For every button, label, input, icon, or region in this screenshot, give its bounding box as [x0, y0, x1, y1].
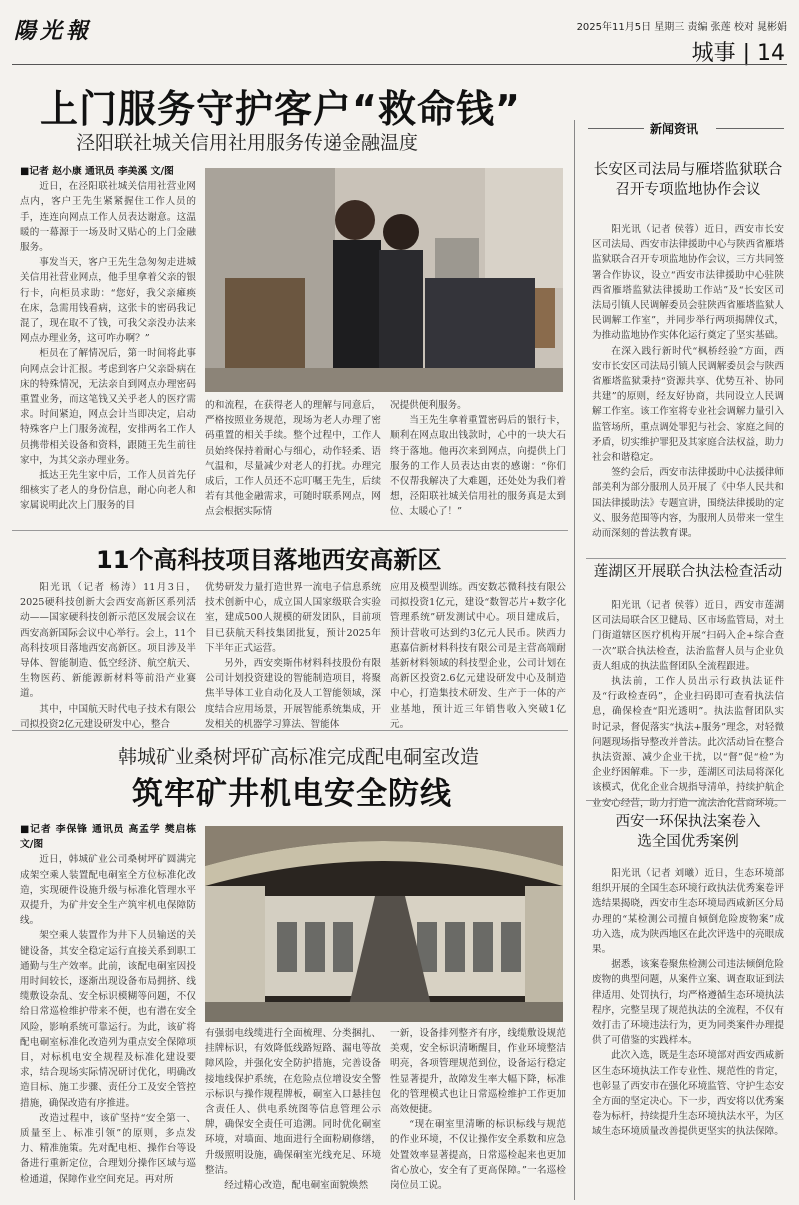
news-label-line-left [588, 128, 644, 129]
article2-column-1 [20, 580, 196, 730]
paragraph: 执法前，工作人员出示行政执法证件及“行政检查码”，企业扫码即可查看执法信息，确保检查“阳光透明”。执法监督团队实时记录，督促落实“执法+服务”理念，对轻微问题现场指导整改并普法。此次活动旨在整合执法资源、减少企业干扰，以“督”促“检”为企业纾困解难。下一步，莲湖区司法局将深化该模式，优化企业合规指导清单，持续护航企业安心经营，助力打造一流法治化营商环境。 [592, 676, 784, 809]
paragraph: 一新，设备排列整齐有序，线缆敷设规范美观，安全标识清晰醒目，作业环境整洁明亮，各项管理规范到位，设备运行稳定性显著提升，故障发生率大幅下降，标准化的管理模式也让日常巡检维护工作更加高效便捷。 [390, 1028, 566, 1116]
paragraph: 近日，在泾阳联社城关信用社营业网点内，客户王先生紧紧握住工作人员的手，连连向网点工作人员表达谢意。这温暖的一幕源于一场及时又贴心的上门金融服务。 [20, 181, 196, 254]
paragraph: 的和流程，在获得老人的理解与同意后，严格按照业务规范，现场为老人办理了密码重置的相关手续。整个过程中，工作人员始终保持着耐心与细心，动作轻柔、语气温和，尽量减少对老人的打扰。办理完成后，工作人员还不忘叮嘱王先生，后续若有其他金融需求，可随时联系网点，网点会根据实际情 [205, 400, 381, 518]
paragraph: “现在硐室里清晰的标识标线与规范的作业环境，不仅让操作安全系数和应急处置效率显著提高，日常巡检起来也更加省心放心，安全有了更高保障。”一名巡检岗位员工说。 [390, 1119, 566, 1192]
article2-column-3 [390, 580, 566, 730]
paragraph: 阳光讯（记者 刘曦）近日，生态环境部组织开展的全国生态环境行政执法优秀案卷评选结果揭晓，西安市生态环境局西咸新区分局办理的“某检测公司擅自倾倒危险废物案”成功入选，成为陕西地区在此次评选中的亮眼成果。 [592, 868, 784, 956]
paragraph: 此次入选，既是生态环境部对西安西咸新区生态环境执法工作专业性、规范性的肯定，也彰显了西安市在强化环境监管、守护生态安全方面的坚定决心。下一步，西安将以优秀案卷为标杆，持续提升生态环境执法水平，为区域生态环境质量改善提供更坚实的执法保障。 [592, 1050, 784, 1138]
article3-byline: ■记者 李保锋 通讯员 高孟学 樊启栋 文/图 [20, 824, 196, 851]
column-divider [574, 120, 575, 1200]
divider [12, 530, 568, 531]
paragraph: 优势研发力量打造世界一流电子信息系统技术创新中心，成立国人国家级联合实验室，建成500人规模的研发团队，目前项目已获航天科技集团批复，预计2025年下半年正式运营。 [205, 582, 381, 654]
paragraph: 另外，西安奕斯伟材料科技股份有限公司计划投资建设的智能制造项目，将聚焦半导体工业自动化及人工智能领域，深度结合应用场景，开展智能系统集成，开发相关的机器学习算法、智能体 [205, 658, 381, 730]
lead-photo [205, 168, 563, 392]
mine-room-photo [205, 826, 563, 1022]
paragraph: 应用及模型训练。西安数芯微科技有限公司拟投资1亿元，建设“数智芯片+数字化管理系统”研发测试中心。项目建成后，预计营收可达到约3亿元人民币。陕西力惠嘉信新材料科技有限公司是主营高端耐基新材料领域的科技型企业，公司计划在高新区投资2.6亿元建设研发中心及制造中心，打造集技术研发、生产于一体的产业基地，预计近三年销售收入突破1亿元。 [390, 582, 566, 730]
paragraph: 抵达王先生家中后，工作人员首先仔细核实了老人的身份信息，耐心向老人和家属说明此次上门服务的目 [20, 470, 196, 512]
paragraph: 近日，韩城矿业公司桑树坪矿圆满完成架空乘人装置配电硐室全方位标准化改造，实现硬件设施升级与标准化管理水平双提升，为矿井安全生产筑牢机电保障防线。 [20, 854, 196, 927]
sidebar-article-1 [592, 222, 784, 556]
top-rule [12, 64, 787, 65]
section-name: 城事 | 14 [691, 41, 785, 66]
sidebar-article-2 [592, 598, 784, 809]
paragraph: 经过精心改造，配电硐室面貌焕然 [224, 1180, 369, 1192]
article3-column-3 [390, 1026, 566, 1200]
paragraph: 当王先生拿着重置密码后的银行卡，顺利在网点取出钱款时，心中的一块大石终于落地。他再次来到网点，向提供上门服务的工作人员表达由衷的感谢：“你们不仅帮我解决了大难题，还处处为我们着想，泾阳联社城关信用社的服务真是太到位、太暖心了！” [390, 415, 566, 518]
paragraph: 其中，中国航天时代电子技术有限公司拟投资2亿元建设研发中心，整合 [20, 703, 196, 730]
article2-column-2 [205, 580, 381, 730]
sidebar-headline-1: 长安区司法局与雁塔监狱联合召开专项监地协作会议 [593, 162, 783, 198]
divider [586, 800, 786, 801]
paragraph: 阳光讯（记者 侯蓉）近日，西安市长安区司法局、西安市法律援助中心与陕西省雁塔监狱联合召开专项监地协作会议，三方共同签署合作协议，设立“西安市法律援助中心驻陕西省雁塔监狱法律援助工作站”及“长安区司法局引镇人民调解委员会驻陕西省雁塔监狱人民调解工作室”，并同步举行两项揭牌仪式，为推动监地协作实体化运行奠定了坚实基础。 [592, 224, 784, 342]
paragraph: 据悉，该案卷聚焦检测公司违法倾倒危险废物的典型问题，从案件立案、调查取证到法律适用、处罚执行，均严格遵循生态环境执法程序，完整呈现了规范执法的全流程，不仅有效打击了环境违法行为，更为同类案件办理提供了可借鉴的实践样本。 [592, 959, 784, 1047]
newspaper-logo: 陽光報 [14, 18, 93, 44]
lead-column-2 [205, 398, 381, 526]
sidebar-headline-2: 莲湖区开展联合执法检查活动 [593, 564, 783, 580]
paragraph: 柜员在了解情况后，第一时间将此事向网点会计汇报。考虑到客户父亲卧病在床的特殊情况，无法亲自到网点办理密码重置业务，而这笔钱又关乎老人的医疗需求。时间紧迫，网点会计当即决定，启动特殊客户上门服务流程，安排两名工作人员携带相关设备和资料，跟随王先生前往家中，为其父亲办理业务。 [20, 348, 196, 466]
lead-headline: 上门服务守护客户“救命钱” [40, 87, 521, 131]
article3-column-1 [20, 822, 196, 1200]
paragraph: 有强弱电线缆进行全面梳理、分类捆扎、挂牌标识，有效降低线路短路、漏电等故障风险，并强化安全防护措施，完善设备接地线保护系统，在危险点位增设安全警示标识与操作规程牌板，硐室入口悬挂包含责任人、供电系统图等信息管理公示牌，确保安全责任可追溯。同时优化硐室环境，对墙面、地面进行全面粉刷修缮，升级照明设施，确保硐室光线充足、环境整洁。 [205, 1028, 381, 1176]
paragraph: 架空乘人装置作为井下人员输送的关键设备，其安全稳定运行直接关系到职工通勤与生产效率。此前，该配电硐室因投用时间较长，逐渐出现设备布局拥挤、线缆敷设杂乱、安全标识模糊等问题，不仅给日常巡检维护带来不便，也有潜在安全风险，影响系统可靠运行。为此，该矿将配电硐室标准化改造列为重点安全保障项目，对标机电安全规程及标准化建设要求，结合现场实际情况研讨优化，明确改造目标、施工步骤、责任分工及安全管控措施，确保改造有序推进。 [20, 930, 196, 1109]
sidebar-article-3 [592, 866, 784, 1200]
article3-headline: 筑牢矿井机电安全防线 [132, 776, 452, 812]
article3-subhead: 韩城矿业桑树坪矿高标准完成配电硐室改造 [118, 746, 480, 768]
paragraph: 签约会后，西安市法律援助中心法援律师部美利为部分服刑人员开展了《中华人民共和国法律援助法》专题宣讲，围绕法律援助的定义、服务范围等内容，为服刑人员带来一堂生动而深刻的普法教育课。 [592, 467, 784, 540]
paragraph: 阳光讯（记者 杨涛）11月3日，2025硬科技创新大会西安高新区系列活动——国家硬科技创新示范区发展会议在西安高新国际会议中心举行。会上，11个高科技项目落地西安高新区。项目涉及半导体、智能制造、低空经济、航空航天、生物医药、新能源新材料等前沿产业赛道。 [20, 582, 196, 700]
article3-column-2 [205, 1026, 381, 1200]
paragraph: 改造过程中，该矿坚持“安全第一、质量至上、标准引领”的原则，多点发力、精准施策。先对配电柜、操作台等设备进行重新定位，合理划分操作区域与巡检通道，保障作业空间充足。再对所 [20, 1112, 196, 1185]
lead-subhead: 泾阳联社城关信用社用服务传递金融温度 [76, 132, 419, 154]
paragraph: 阳光讯（记者 侯蓉）近日，西安市莲湖区司法局联合区卫健局、区市场监管局，对土门街道辖区医疗机构开展“扫码入企+综合查一次”联合执法检查，法治监督人员与企业负责人组成的执法监督团队全流程跟进。 [592, 600, 784, 672]
paragraph: 况提供便利服务。 [390, 400, 467, 411]
lead-byline: ■记者 赵小康 通讯员 李美溪 文/图 [20, 166, 174, 177]
lead-column-1 [20, 164, 196, 526]
article2-headline: 11个高科技项目落地西安高新区 [96, 546, 442, 574]
news-label-line-right [716, 128, 784, 129]
paragraph: 在深入践行新时代“枫桥经验”方面，西安市长安区司法局引镇人民调解委员会与陕西省雁塔监狱秉持“资源共享、优势互补、协同共建”的原则，经友好协商，共同设立人民调解工作室。该工作室将专业社会调解力量引入监管场所，重点调处罪犯与社会、家庭之间的矛盾，切实维护罪犯及其家庭合法权益，助力社会和谐稳定。 [592, 345, 784, 464]
lead-column-3 [390, 398, 566, 526]
sidebar-headline-3: 西安一环保执法案卷入选全国优秀案例 [615, 814, 761, 850]
divider [12, 730, 568, 731]
paragraph: 事发当天，客户王先生急匆匆走进城关信用社营业网点，他手里拿着父亲的银行卡，向柜员求助：“您好，我父亲瘫痪在床，急需用钱看病，这张卡的密码我记混了，现在取不了钱，可我父亲没办法来网点办理业务，这可咋办啊？” [20, 257, 196, 345]
mine-tunnel-illustration [205, 826, 563, 1022]
divider [586, 558, 786, 559]
news-section-label: 新闻资讯 [650, 122, 699, 136]
dateline: 2025年11月5日 星期三 责编 张莲 校对 晁彬娟 [576, 22, 787, 33]
service-scene-illustration [205, 168, 563, 392]
